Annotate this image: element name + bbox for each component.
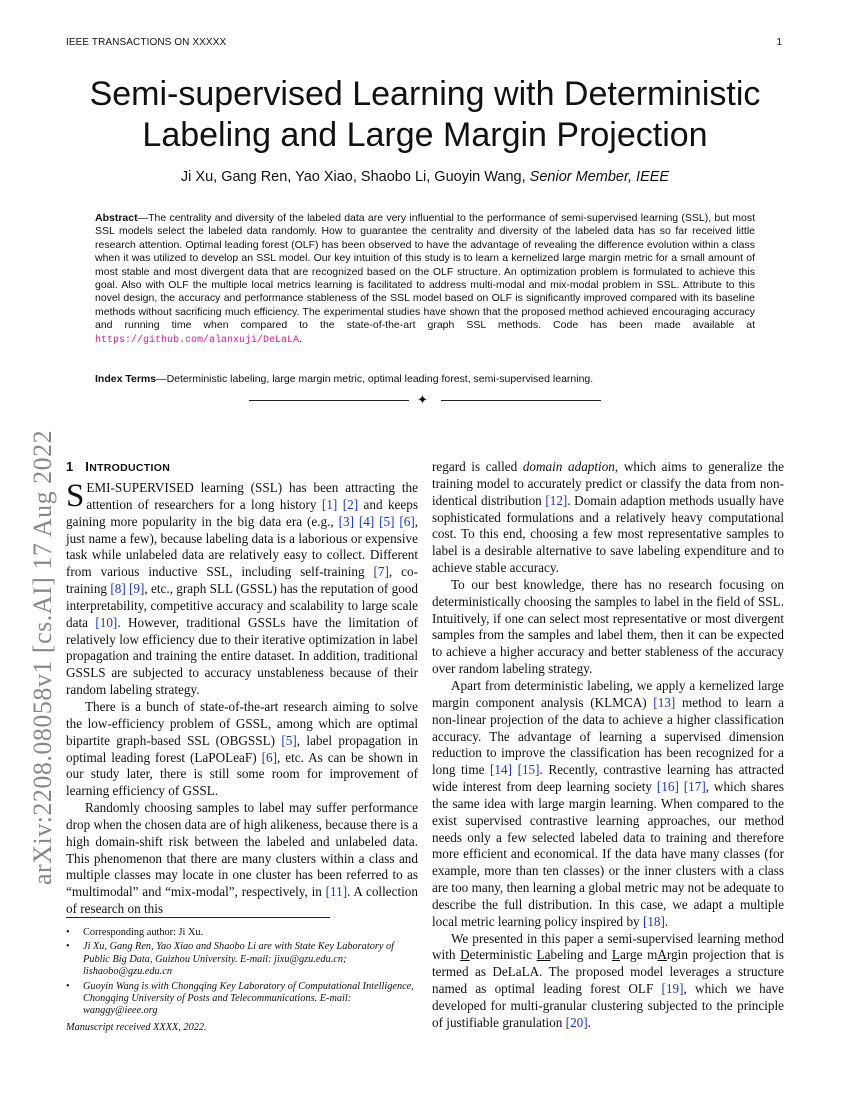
text-run: Apart from deterministic labeling, we apply a kernelized large margin component analysis (KLMCA) xyxy=(432,677,784,710)
paragraph-right-4 xyxy=(432,931,784,1032)
text-run: Randomly choosing samples to label may suffer performance drop when the chosen data are of high alikeness, because there is a high domain-shift risk between the labeled and unlabeled data. This phenomenon that there are many clusters within a class and multiple classes may locate in one cluster has been referred to as “multimodal” and “mix-modal”, respectively, in xyxy=(66,800,418,900)
citation-link[interactable]: [14] xyxy=(490,762,512,778)
author-list xyxy=(66,169,784,185)
abstract-end: . xyxy=(299,332,302,345)
citation-link[interactable]: [16] xyxy=(656,779,679,795)
paragraph-right-1 xyxy=(432,459,784,577)
section-number: 1 xyxy=(66,459,74,474)
manuscript-received: Manuscript received XXXX, 2022. xyxy=(66,1022,207,1033)
text-run: rgin projection that is termed as DeLaLA. The proposed model leverages a structure named as optimal leading forest OLF xyxy=(432,947,784,997)
text-run: To our best knowledge, there has no research focusing on deterministically choosing the samples to label in the field of SSL. Intuitively, if one can select most representative or most divergent samples from the samples and label them, then it can be expected to achieve a higher accuracy and better stableness of the accuracy over random labeling strategy. xyxy=(432,576,784,677)
citation-link[interactable]: [7] xyxy=(373,564,389,580)
text-run: , which shares the same idea with large margin learning. When compared to the exist supervised contrastive learning approaches, our method needs only a few selected labeled data to training and therefore more efficient and economical. If the data have many classes (for example, more than ten classes) or the inner clusters with a class are too many, then learning a global metric may not be adequate to describe the full distribution. In this case, we adapt a multiple local metric learning policy inspired by xyxy=(432,779,784,929)
title-line-1: Semi-supervised Learning with Deterministic xyxy=(89,75,761,113)
text-run: , which we have developed for multi-granular clustering subjected to the principle of justifiable granulation xyxy=(432,981,785,1030)
text-run: . A collection of research on this xyxy=(66,884,418,917)
text-run: eterministic xyxy=(469,947,537,963)
acronym-letter: La xyxy=(536,947,551,963)
abstract-body: —The centrality and diversity of the labeled data are very influential to the performance of semi-supervised learning (SSL), but most SSL models select the labeled data randomly. How to guarantee the centrality and diversity of the labeled data has so far received little research attention. Optimal leading forest (OLF) has been observed to have the advantage of revealing the difference evolution within a class when it was utilized to develop an SSL model. Our key intuition of this study is to learn a kernelized large margin metric for a small amount of most stable and most divergent data that are recognized based on the OLF structure. An optimization problem is formulated to achieve this goal. Also with OLF the multiple local metrics learning is facilitated to address multi-modal and mix-modal problem in SSL. Attribute to this novel design, the accuracy and performance stableness of the SSL model based on OLF is significantly improved compared with its baseline methods without sacrificing much efficiency. The experimental studies have shown that the proposed method achieved encouraging accuracy and running time when compared to the state-of-the-art graph SSL methods. Code has been made available at xyxy=(95,212,755,332)
text-run: , etc., graph SLL (GSSL) has the reputation of good interpretability, competitive accuracy and scalability to large scale data xyxy=(66,581,418,630)
footnotes xyxy=(66,927,418,1020)
paper-title xyxy=(66,74,784,156)
index-terms-label: Index Terms xyxy=(95,373,157,385)
citation-link[interactable]: [17] xyxy=(683,779,706,795)
text-run: beling and xyxy=(550,947,612,963)
index-terms xyxy=(95,373,755,386)
text-run: We presented in this paper a semi-supervised learning method with xyxy=(432,930,784,963)
paragraph-intro-1 xyxy=(66,480,418,699)
text-run: , which aims to generalize the training model to accurately predict or classify the data from non-identical distribution xyxy=(432,459,784,508)
section-heading xyxy=(66,459,170,474)
text-run: regard is called xyxy=(432,459,523,474)
citation-link[interactable]: [15] xyxy=(517,762,540,778)
title-line-2: Labeling and Large Margin Projection xyxy=(142,116,708,154)
paragraph-intro-2 xyxy=(66,699,418,800)
citation-link[interactable]: [19] xyxy=(661,981,684,997)
text-run: . However, traditional GSSLs have the limitation of relatively low efficiency due to their iterative optimization in label propagation and training the entire dataset. In addition, traditional GSSLS are subjected to accuracy unstableness because of their random labeling strategy. xyxy=(66,614,419,698)
section-heading-rest: NTRODUCTION xyxy=(89,462,171,474)
citation-link[interactable]: [11] xyxy=(325,884,348,900)
text-run: , co-training xyxy=(66,564,418,597)
author-names: Ji Xu, Gang Ren, Yao Xiao, Shaobo Li, Guoyin Wang, xyxy=(180,169,530,185)
citation-link[interactable]: [20] xyxy=(565,1014,588,1030)
author-title: Senior Member, IEEE xyxy=(529,169,670,185)
citation-link[interactable]: [9] xyxy=(129,581,145,597)
footnote-text: Ji Xu, Gang Ren, Yao Xiao and Shaobo Li are with State Key Laboratory of Public Big Data, Guizhou University. E-mail: jixu@gzu.edu.cn; lishaobo@gzu.edu.cn xyxy=(83,941,394,978)
text-run: , label propagation in optimal leading forest (LaPOLeaF) xyxy=(66,732,418,765)
text-run: , just name a few), because labeling data is a laborious or expensive task while unlabeled data are relatively easy to collect. Different from various inductive SSL, including self-training xyxy=(66,513,419,580)
citation-link[interactable]: [1] xyxy=(321,496,338,512)
page-number: 1 xyxy=(776,37,782,48)
paragraph-intro-3 xyxy=(66,800,418,918)
text-run: . Domain adaption methods usually have sophisticated formulations and a relatively heavy computational cost. To this end, choosing a few most representative samples to label is a desirable alternative to save labeling expenditure and to achieve stable accuracy. xyxy=(432,492,784,576)
citation-link[interactable]: [5] xyxy=(281,732,297,748)
citation-link[interactable]: [13] xyxy=(653,694,676,710)
footnote-text: Guoyin Wang is with Chongqing Key Laboratory of Computational Intelligence, Chongqing University of Posts and Telecommunications. E-mail: wanggy@ieee.org xyxy=(83,980,414,1017)
right-column xyxy=(432,459,784,1032)
citation-link[interactable]: [8] xyxy=(110,581,126,597)
paragraph-right-3 xyxy=(432,678,784,931)
emphasis-term: domain adaption xyxy=(522,459,615,474)
citation-link[interactable]: [10] xyxy=(95,614,118,630)
section-heading-first: I xyxy=(85,459,90,474)
citation-link[interactable]: [5] xyxy=(379,513,395,529)
footnote-affiliation-2 xyxy=(66,981,418,1018)
text-run: arge m xyxy=(619,947,658,963)
text-run: . Recently, contrastive learning has attracted wide interest from deep learning society xyxy=(432,762,784,795)
acronym-letter: A xyxy=(657,947,667,963)
code-link[interactable]: https://github.com/alanxuji/DeLaLA xyxy=(95,334,300,346)
text-run: EMI-SUPERVISED learning (SSL) has been attracting the attention of researchers for a long history xyxy=(86,480,418,512)
footnote-corresponding xyxy=(66,927,418,939)
text-run: and keeps gaining more popularity in the big data era (e.g., xyxy=(66,496,418,529)
bullet-icon: • xyxy=(66,927,70,938)
acronym-letter: L xyxy=(611,947,620,963)
arxiv-stamp: arXiv:2208.08058v1 [cs.AI] 17 Aug 2022 xyxy=(28,429,57,885)
citation-link[interactable]: [12] xyxy=(545,492,568,508)
citation-link[interactable]: [2] xyxy=(342,496,359,512)
paragraph-right-2 xyxy=(432,577,784,678)
acronym-letter: D xyxy=(460,947,470,963)
citation-link[interactable]: [4] xyxy=(358,513,375,529)
footnote-rule xyxy=(66,917,330,918)
abstract-label: Abstract xyxy=(95,212,138,224)
abstract xyxy=(95,212,755,347)
citation-link[interactable]: [18] xyxy=(642,913,665,929)
text-run: . xyxy=(664,913,669,929)
footnote-affiliation-1 xyxy=(66,941,418,978)
separator-rule-left xyxy=(249,400,409,401)
separator-rule-right xyxy=(441,400,601,401)
text-run: method to learn a non-linear projection of the data to achieve a higher classification accuracy. The advantage of learning a supervised dimension reduction to improve the classification has been recognized for a long time xyxy=(432,694,784,778)
text-run: There is a bunch of state-of-the-art research aiming to solve the low-efficiency problem of GSSL, among which are optimal bipartite graph-based SSL (OBGSSL) xyxy=(66,698,418,748)
index-terms-body: —Deterministic labeling, large margin metric, optimal leading forest, semi-supervised learning. xyxy=(156,373,594,385)
text-run: . xyxy=(587,1014,591,1030)
journal-header: IEEE TRANSACTIONS ON XXXXX xyxy=(66,37,227,48)
bullet-icon: • xyxy=(66,980,70,992)
text-run: , etc. As can be shown in our study later, there is still some room for improvement of learning efficiency of GSSL. xyxy=(66,749,418,799)
citation-link[interactable]: [3] xyxy=(338,513,354,529)
dropcap-letter: S xyxy=(66,478,85,514)
left-column xyxy=(66,480,418,918)
citation-link[interactable]: [6] xyxy=(399,513,415,529)
separator-diamond-icon: ✦ xyxy=(417,392,428,407)
footnote-text: Corresponding author: Ji Xu. xyxy=(83,927,204,938)
bullet-icon: • xyxy=(66,941,70,953)
citation-link[interactable]: [6] xyxy=(261,749,277,765)
